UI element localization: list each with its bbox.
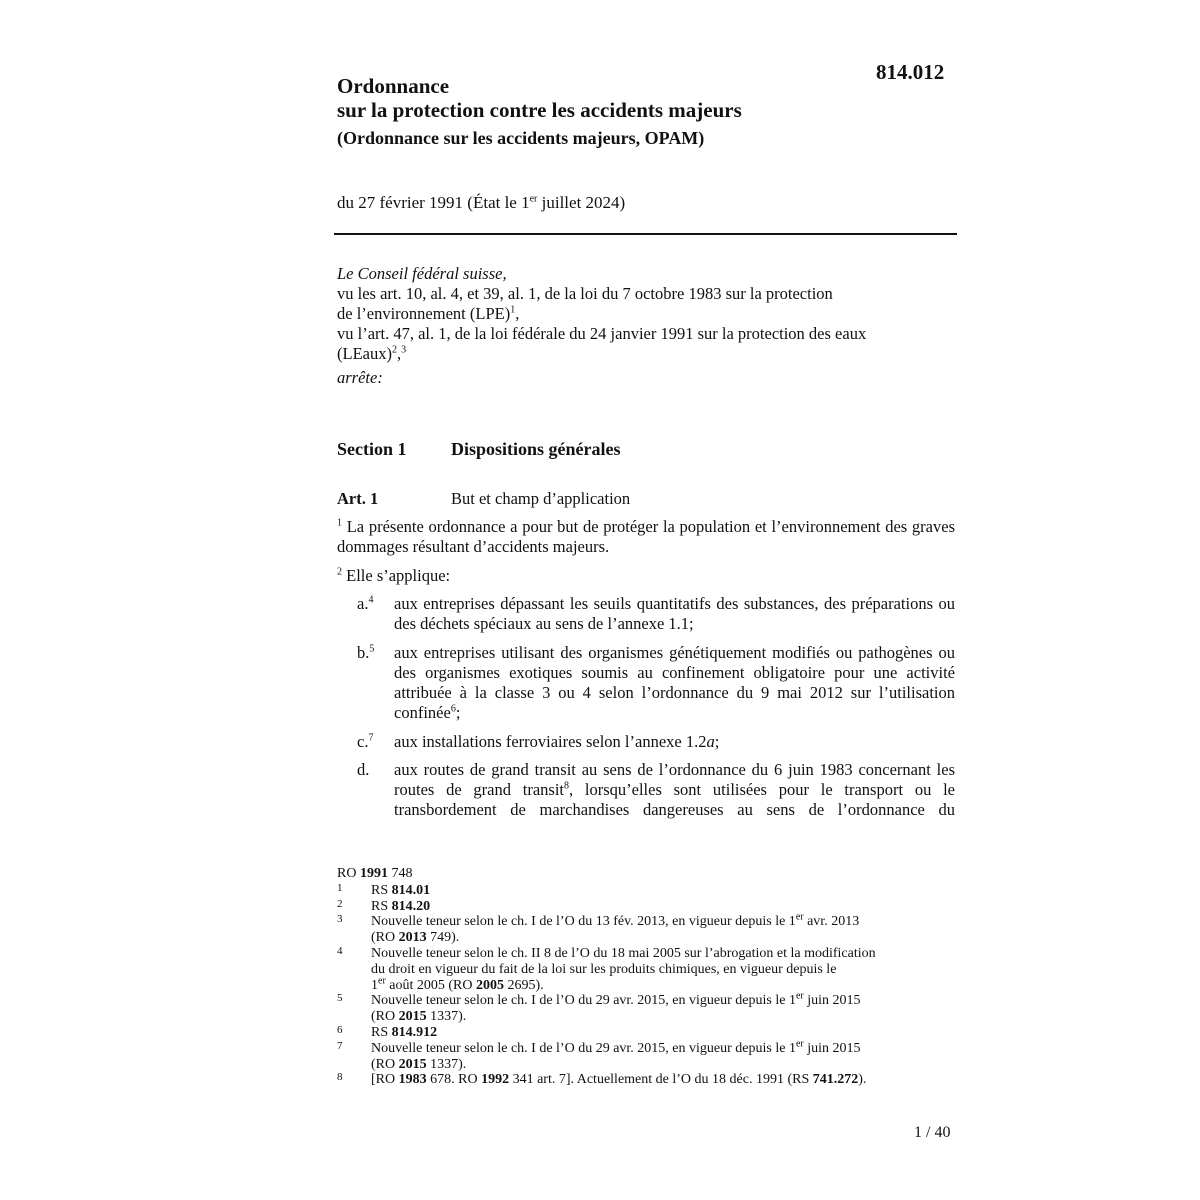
- paragraph-text: La présente ordonnance a pour but de protéger la population et l’environnement des graves dommages résultant d’accidents majeurs.: [337, 517, 955, 556]
- preamble: [337, 264, 957, 388]
- preamble-authority: Le Conseil fédéral suisse,: [337, 264, 507, 283]
- paragraph-number: 2: [337, 566, 342, 578]
- footnote-ref-4[interactable]: 4: [368, 594, 374, 606]
- sr-number: 814.012: [876, 60, 945, 84]
- footnote: 5 Nouvelle teneur selon le ch. I de l’O du 29 avr. 2015, en vigueur depuis le 1er juin 2015 (RO 2015 1337).: [337, 990, 861, 1025]
- preamble-line-4-sep: ,: [396, 344, 402, 363]
- footnotes: [337, 866, 957, 1088]
- list-marker: c.$^7$: [357, 732, 374, 751]
- paragraph-number: 1: [337, 517, 342, 529]
- title-line-1: Ordonnance: [337, 74, 450, 98]
- title-line-2: sur la protection contre les accidents majeurs: [337, 98, 742, 122]
- date-suffix: juillet 2024): [537, 193, 626, 212]
- footnote-ref-6[interactable]: 6: [450, 703, 456, 715]
- footnote-ref-1[interactable]: 1: [510, 304, 516, 316]
- footnote-ref-8[interactable]: 8: [564, 780, 569, 792]
- footnote: 3 Nouvelle teneur selon le ch. I de l’O du 13 fév. 2013, en vigueur depuis le 1er avr. 2013 (RO 2013 749).: [337, 911, 860, 946]
- section-label: Section 1: [337, 439, 407, 459]
- footnote-ref-3[interactable]: 3: [401, 344, 407, 356]
- preamble-line-1: vu les art. 10, al. 4, et 39, al. 1, de la loi du 7 octobre 1983 sur la protection: [337, 284, 833, 303]
- paragraph-text: Elle s’applique:: [342, 566, 451, 585]
- footnote-ref-2[interactable]: 2: [391, 344, 397, 356]
- section-title: Dispositions générales: [451, 439, 621, 459]
- list-item-text: aux routes de grand transit au sens de l’ordonnance du 6 juin 1983 concernant les routes de grand transit$^8$, lorsqu’elles sont utilisées pour le transport ou le transbordement de marchandises dangereuses au sens de l’ordonnance du: [394, 760, 955, 819]
- footnote-source: RO 1991 748: [337, 866, 413, 881]
- footnote: 7 Nouvelle teneur selon le ch. I de l’O du 29 avr. 2015, en vigueur depuis le 1er juin 2015 (RO 2015 1337).: [337, 1038, 861, 1072]
- list-item-text: aux installations ferroviaires selon l’annexe 1.2a;: [394, 732, 720, 751]
- header-divider: [334, 233, 957, 235]
- list-marker: a.$^4$: [357, 594, 374, 613]
- footnote: 8 [RO 1983 678. RO 1992 341 art. 7]. Actuellement de l’O du 18 déc. 1991 (RS 741.272).: [337, 1071, 867, 1088]
- article-heading: [337, 489, 630, 509]
- date-prefix: du 27 février 1991 (État le 1: [337, 193, 530, 212]
- article-title: But et champ d’application: [451, 489, 631, 508]
- section-heading: [337, 439, 621, 460]
- preamble-line-2-end: ,: [515, 304, 520, 323]
- footnote: 2 RS 814.20: [337, 897, 431, 914]
- page-subtitle: (Ordonnance sur les accidents majeurs, OPAM): [337, 128, 705, 148]
- article-paragraph-1: [337, 517, 955, 557]
- ordinance-date: [337, 193, 625, 213]
- footnote-ref-5[interactable]: 5: [369, 643, 375, 655]
- list-item-text: aux entreprises dépassant les seuils quantitatifs des substances, des préparations ou des déchets spéciaux au sens de l’annexe 1.1;: [394, 594, 955, 633]
- page-number: 1 / 40: [914, 1124, 951, 1141]
- footnote: 6 RS 814.912: [337, 1023, 438, 1040]
- list-item-text: aux entreprises utilisant des organismes génétiquement modifiés ou pathogènes ou des organismes exotiques soumis au confinement obligatoire pour une activité attribuée à la classe 3 ou 4 selon l’ordonnance du 9 mai 2012 sur l’utilisation confinée$^6$;: [394, 643, 955, 722]
- list-marker: d.: [357, 760, 370, 779]
- footnote: 1 RS 814.01: [337, 881, 431, 898]
- preamble-decree: arrête:: [337, 368, 383, 387]
- date-sup: er: [529, 193, 538, 205]
- footnote-ref-7[interactable]: 7: [368, 732, 374, 744]
- article-number: Art. 1: [337, 489, 379, 508]
- page-title: [337, 74, 877, 122]
- article-paragraph-2: [337, 566, 955, 586]
- footnote: 4 Nouvelle teneur selon le ch. II 8 de l’O du 18 mai 2005 sur l’abrogation et la modification du droit en vigueur du fait de la loi sur les produits chimiques, en vigueur depuis le 1er août 2005 (RO 2005 2695).: [337, 944, 876, 993]
- preamble-line-4: [337, 344, 957, 364]
- preamble-line-2-text: de l’environnement (LPE): [337, 304, 511, 323]
- list-marker: b.$^5$: [357, 643, 375, 662]
- preamble-line-4-text: (LEaux): [337, 344, 392, 363]
- preamble-line-3: vu l’art. 47, al. 1, de la loi fédérale du 24 janvier 1991 sur la protection des eaux: [337, 324, 867, 343]
- application-list: [357, 594, 955, 824]
- preamble-line-2: [337, 304, 957, 324]
